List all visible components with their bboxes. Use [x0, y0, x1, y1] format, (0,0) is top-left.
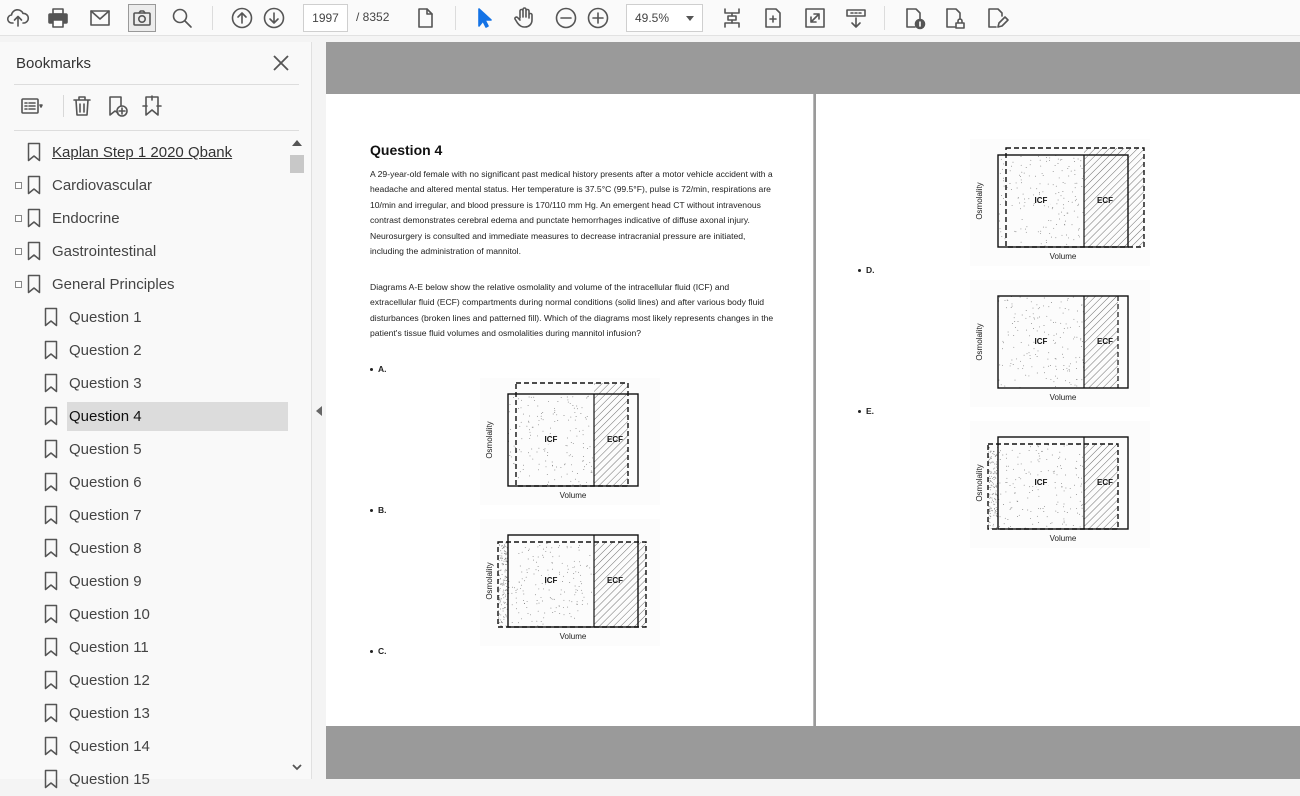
- download-icon[interactable]: [842, 4, 870, 32]
- panel-title: Bookmarks: [16, 55, 92, 72]
- expand-toggle-icon[interactable]: [15, 248, 22, 255]
- bookmark-icon: [44, 307, 58, 327]
- document-view[interactable]: [326, 42, 1300, 779]
- bookmark-icon: [44, 439, 58, 459]
- add-bookmark-icon[interactable]: [102, 92, 132, 120]
- page-number-input[interactable]: 1997: [303, 4, 348, 32]
- bookmark-item[interactable]: [0, 400, 290, 433]
- scroll-thumb[interactable]: [290, 155, 304, 173]
- hand-icon[interactable]: [510, 4, 538, 32]
- x-axis-label: Volume: [1049, 252, 1077, 261]
- expand-bookmark-icon[interactable]: [137, 92, 167, 120]
- page-total: / 8352: [356, 10, 390, 24]
- bookmark-item[interactable]: [0, 367, 290, 400]
- bookmark-icon: [44, 373, 58, 393]
- bookmark-icon: [44, 604, 58, 624]
- toolbar: [0, 0, 1300, 36]
- x-axis-label: Volume: [559, 632, 587, 641]
- divider: [63, 95, 64, 117]
- bookmark-label: Question 7: [69, 507, 142, 524]
- y-axis-label: Osmolality: [975, 182, 984, 220]
- ecf-label: ECF: [1097, 196, 1113, 205]
- bookmark-icon: [44, 637, 58, 657]
- bookmark-label: Question 10: [69, 606, 150, 623]
- diagram-a: [480, 378, 660, 505]
- option-label[interactable]: B.: [370, 505, 387, 515]
- chevron-down-icon[interactable]: [291, 760, 303, 772]
- bookmark-label: Question 15: [69, 771, 150, 788]
- diagram-graphic: [970, 421, 1150, 548]
- bookmark-item[interactable]: [0, 334, 290, 367]
- bookmark-item[interactable]: [0, 499, 290, 532]
- bookmark-icon: [27, 142, 41, 162]
- zoom-in-icon[interactable]: [584, 4, 612, 32]
- bookmark-item[interactable]: [0, 730, 290, 763]
- bookmark-icon: [27, 175, 41, 195]
- toolbar-divider: [212, 6, 213, 30]
- y-axis-label: Osmolality: [975, 323, 984, 361]
- bookmark-label: Endocrine: [52, 210, 120, 227]
- expand-toggle-icon[interactable]: [15, 215, 22, 222]
- divider: [14, 84, 299, 85]
- toolbar-divider: [455, 6, 456, 30]
- bookmark-list: [0, 136, 290, 788]
- toolbar-divider: [884, 6, 885, 30]
- diagram-b: [480, 519, 660, 646]
- bookmark-icon: [44, 406, 58, 426]
- question-stem: A 29-year-old female with no significant past medical history presents after a motor vehicle accident with a headache and altered mental status. Her temperature is 37.5°C (99.5°F), pulse is 72/min, respirations are 10/min and irregular, and blood pressure is 170/110 mm Hg. An emergent head CT without intravenous contrast demonstrates cerebral edema and punctate hemorrhages indicative of diffuse axonal injury. Neurosurgery is consulted and immediate measures to decrease intracranial pressure are initiated, including the administration of mannitol.: [370, 169, 773, 257]
- bookmark-label: Question 4: [69, 408, 142, 425]
- divider: [14, 130, 299, 131]
- bookmark-label: Question 11: [69, 639, 149, 656]
- bookmark-label: Question 8: [69, 540, 142, 557]
- bullet-icon: [370, 650, 373, 653]
- fit-width-icon[interactable]: [759, 4, 787, 32]
- option-label[interactable]: E.: [858, 406, 874, 416]
- ecf-label: ECF: [607, 435, 623, 444]
- chevron-down-icon: [686, 16, 694, 21]
- document-page: [326, 94, 814, 726]
- bookmark-item[interactable]: [0, 697, 290, 730]
- bookmark-icon: [44, 538, 58, 558]
- full-screen-icon[interactable]: [801, 4, 829, 32]
- print-icon[interactable]: [44, 4, 72, 32]
- bookmark-icon: [44, 670, 58, 690]
- bookmark-item[interactable]: [0, 235, 290, 268]
- zoom-value: 49.5%: [635, 11, 670, 25]
- bookmark-label: Question 12: [69, 672, 150, 689]
- bullet-icon: [370, 509, 373, 512]
- bookmark-label: Question 9: [69, 573, 142, 590]
- expand-toggle-icon[interactable]: [15, 281, 22, 288]
- close-icon[interactable]: [270, 52, 292, 74]
- document-security-icon[interactable]: [940, 4, 968, 32]
- screenshot-icon[interactable]: [128, 4, 156, 32]
- bookmark-label: Kaplan Step 1 2020 Qbank: [52, 144, 233, 161]
- edit-document-icon[interactable]: [982, 4, 1010, 32]
- document-properties-icon[interactable]: [900, 4, 928, 32]
- fit-page-icon[interactable]: [718, 4, 746, 32]
- bookmark-icon: [44, 340, 58, 360]
- bookmark-item[interactable]: [0, 532, 290, 565]
- bookmark-item[interactable]: [0, 631, 290, 664]
- bullet-icon: [858, 410, 861, 413]
- bullet-icon: [858, 269, 861, 272]
- diagram-graphic: [970, 280, 1150, 407]
- page-icon[interactable]: [411, 4, 439, 32]
- bookmark-label: Question 3: [69, 375, 142, 392]
- diagram-graphic: [480, 519, 660, 646]
- diagram-graphic: [970, 139, 1150, 266]
- expand-toggle-icon[interactable]: [15, 182, 22, 189]
- bookmark-icon: [27, 208, 41, 228]
- bookmark-item[interactable]: [0, 565, 290, 598]
- bookmark-label: General Principles: [52, 276, 175, 293]
- bookmark-label: Question 6: [69, 474, 142, 491]
- option-label[interactable]: C.: [370, 646, 387, 656]
- icf-label: ICF: [544, 435, 558, 444]
- ecf-label: ECF: [607, 576, 623, 585]
- bookmark-icon: [44, 703, 58, 723]
- bookmarks-panel: [0, 42, 312, 788]
- bookmark-label: Gastrointestinal: [52, 243, 157, 260]
- scrollbar[interactable]: [289, 138, 305, 779]
- icf-label: ICF: [544, 576, 558, 585]
- bookmark-icon: [27, 241, 41, 261]
- bookmark-label: Question 5: [69, 441, 142, 458]
- mail-icon[interactable]: [86, 4, 114, 32]
- question-title: Question 4: [370, 142, 443, 158]
- y-axis-label: Osmolality: [485, 421, 494, 459]
- x-axis-label: Volume: [1049, 393, 1077, 402]
- bookmark-item[interactable]: [0, 664, 290, 697]
- bookmark-item[interactable]: [0, 136, 290, 169]
- diagram-c: [970, 139, 1150, 266]
- cursor-icon[interactable]: [469, 4, 497, 32]
- ecf-label: ECF: [1097, 337, 1113, 346]
- bookmark-item[interactable]: [0, 763, 290, 796]
- bookmark-icon: [44, 736, 58, 756]
- bullet-icon: [370, 368, 373, 371]
- x-axis-label: Volume: [559, 491, 587, 500]
- bookmark-label: Question 1: [69, 309, 142, 326]
- icf-label: ICF: [1034, 196, 1048, 205]
- option-label[interactable]: D.: [858, 265, 875, 275]
- arrow-down-circle-icon[interactable]: [260, 4, 288, 32]
- zoom-select[interactable]: [626, 4, 703, 32]
- upload-icon[interactable]: [4, 4, 32, 32]
- question-prompt: Diagrams A-E below show the relative osmolality and volume of the intracellular fluid (ICF) and extracellular fluid (ECF) compartments during normal conditions (solid lines) and after various body fluid disturbances (broken lines and patterned fill). Which of the diagrams most likely represents changes in the patient's tissue fluid volumes and osmolalities during mannitol infusion?: [370, 282, 774, 339]
- bookmark-item[interactable]: [0, 301, 290, 334]
- bookmark-label: Question 14: [69, 738, 150, 755]
- bookmark-item[interactable]: [0, 466, 290, 499]
- bookmark-item[interactable]: [0, 169, 290, 202]
- y-axis-label: Osmolality: [485, 562, 494, 600]
- bookmark-item[interactable]: [0, 598, 290, 631]
- bookmark-icon: [44, 472, 58, 492]
- bookmark-icon: [27, 274, 41, 294]
- bookmark-item[interactable]: [0, 433, 290, 466]
- collapse-panel-icon[interactable]: [313, 404, 325, 418]
- chevron-up-icon[interactable]: [292, 140, 302, 146]
- icf-label: ICF: [1034, 337, 1048, 346]
- bookmark-label: Cardiovascular: [52, 177, 153, 194]
- trash-icon[interactable]: [67, 92, 97, 120]
- arrow-up-circle-icon[interactable]: [228, 4, 256, 32]
- diagram-graphic: [480, 378, 660, 505]
- document-page: [816, 94, 1300, 726]
- bookmark-icon: [44, 769, 58, 789]
- bookmark-item[interactable]: [0, 202, 290, 235]
- diagram-d: [970, 280, 1150, 407]
- bookmark-label: Question 13: [69, 705, 150, 722]
- bookmark-item[interactable]: [0, 268, 290, 301]
- options-menu-icon[interactable]: [17, 92, 47, 120]
- bookmark-icon: [44, 571, 58, 591]
- zoom-out-icon[interactable]: [552, 4, 580, 32]
- search-icon[interactable]: [168, 4, 196, 32]
- bookmark-icon: [44, 505, 58, 525]
- option-label[interactable]: A.: [370, 364, 387, 374]
- x-axis-label: Volume: [1049, 534, 1077, 543]
- icf-label: ICF: [1034, 478, 1048, 487]
- y-axis-label: Osmolality: [975, 464, 984, 502]
- diagram-e: [970, 421, 1150, 548]
- ecf-label: ECF: [1097, 478, 1113, 487]
- bookmark-label: Question 2: [69, 342, 142, 359]
